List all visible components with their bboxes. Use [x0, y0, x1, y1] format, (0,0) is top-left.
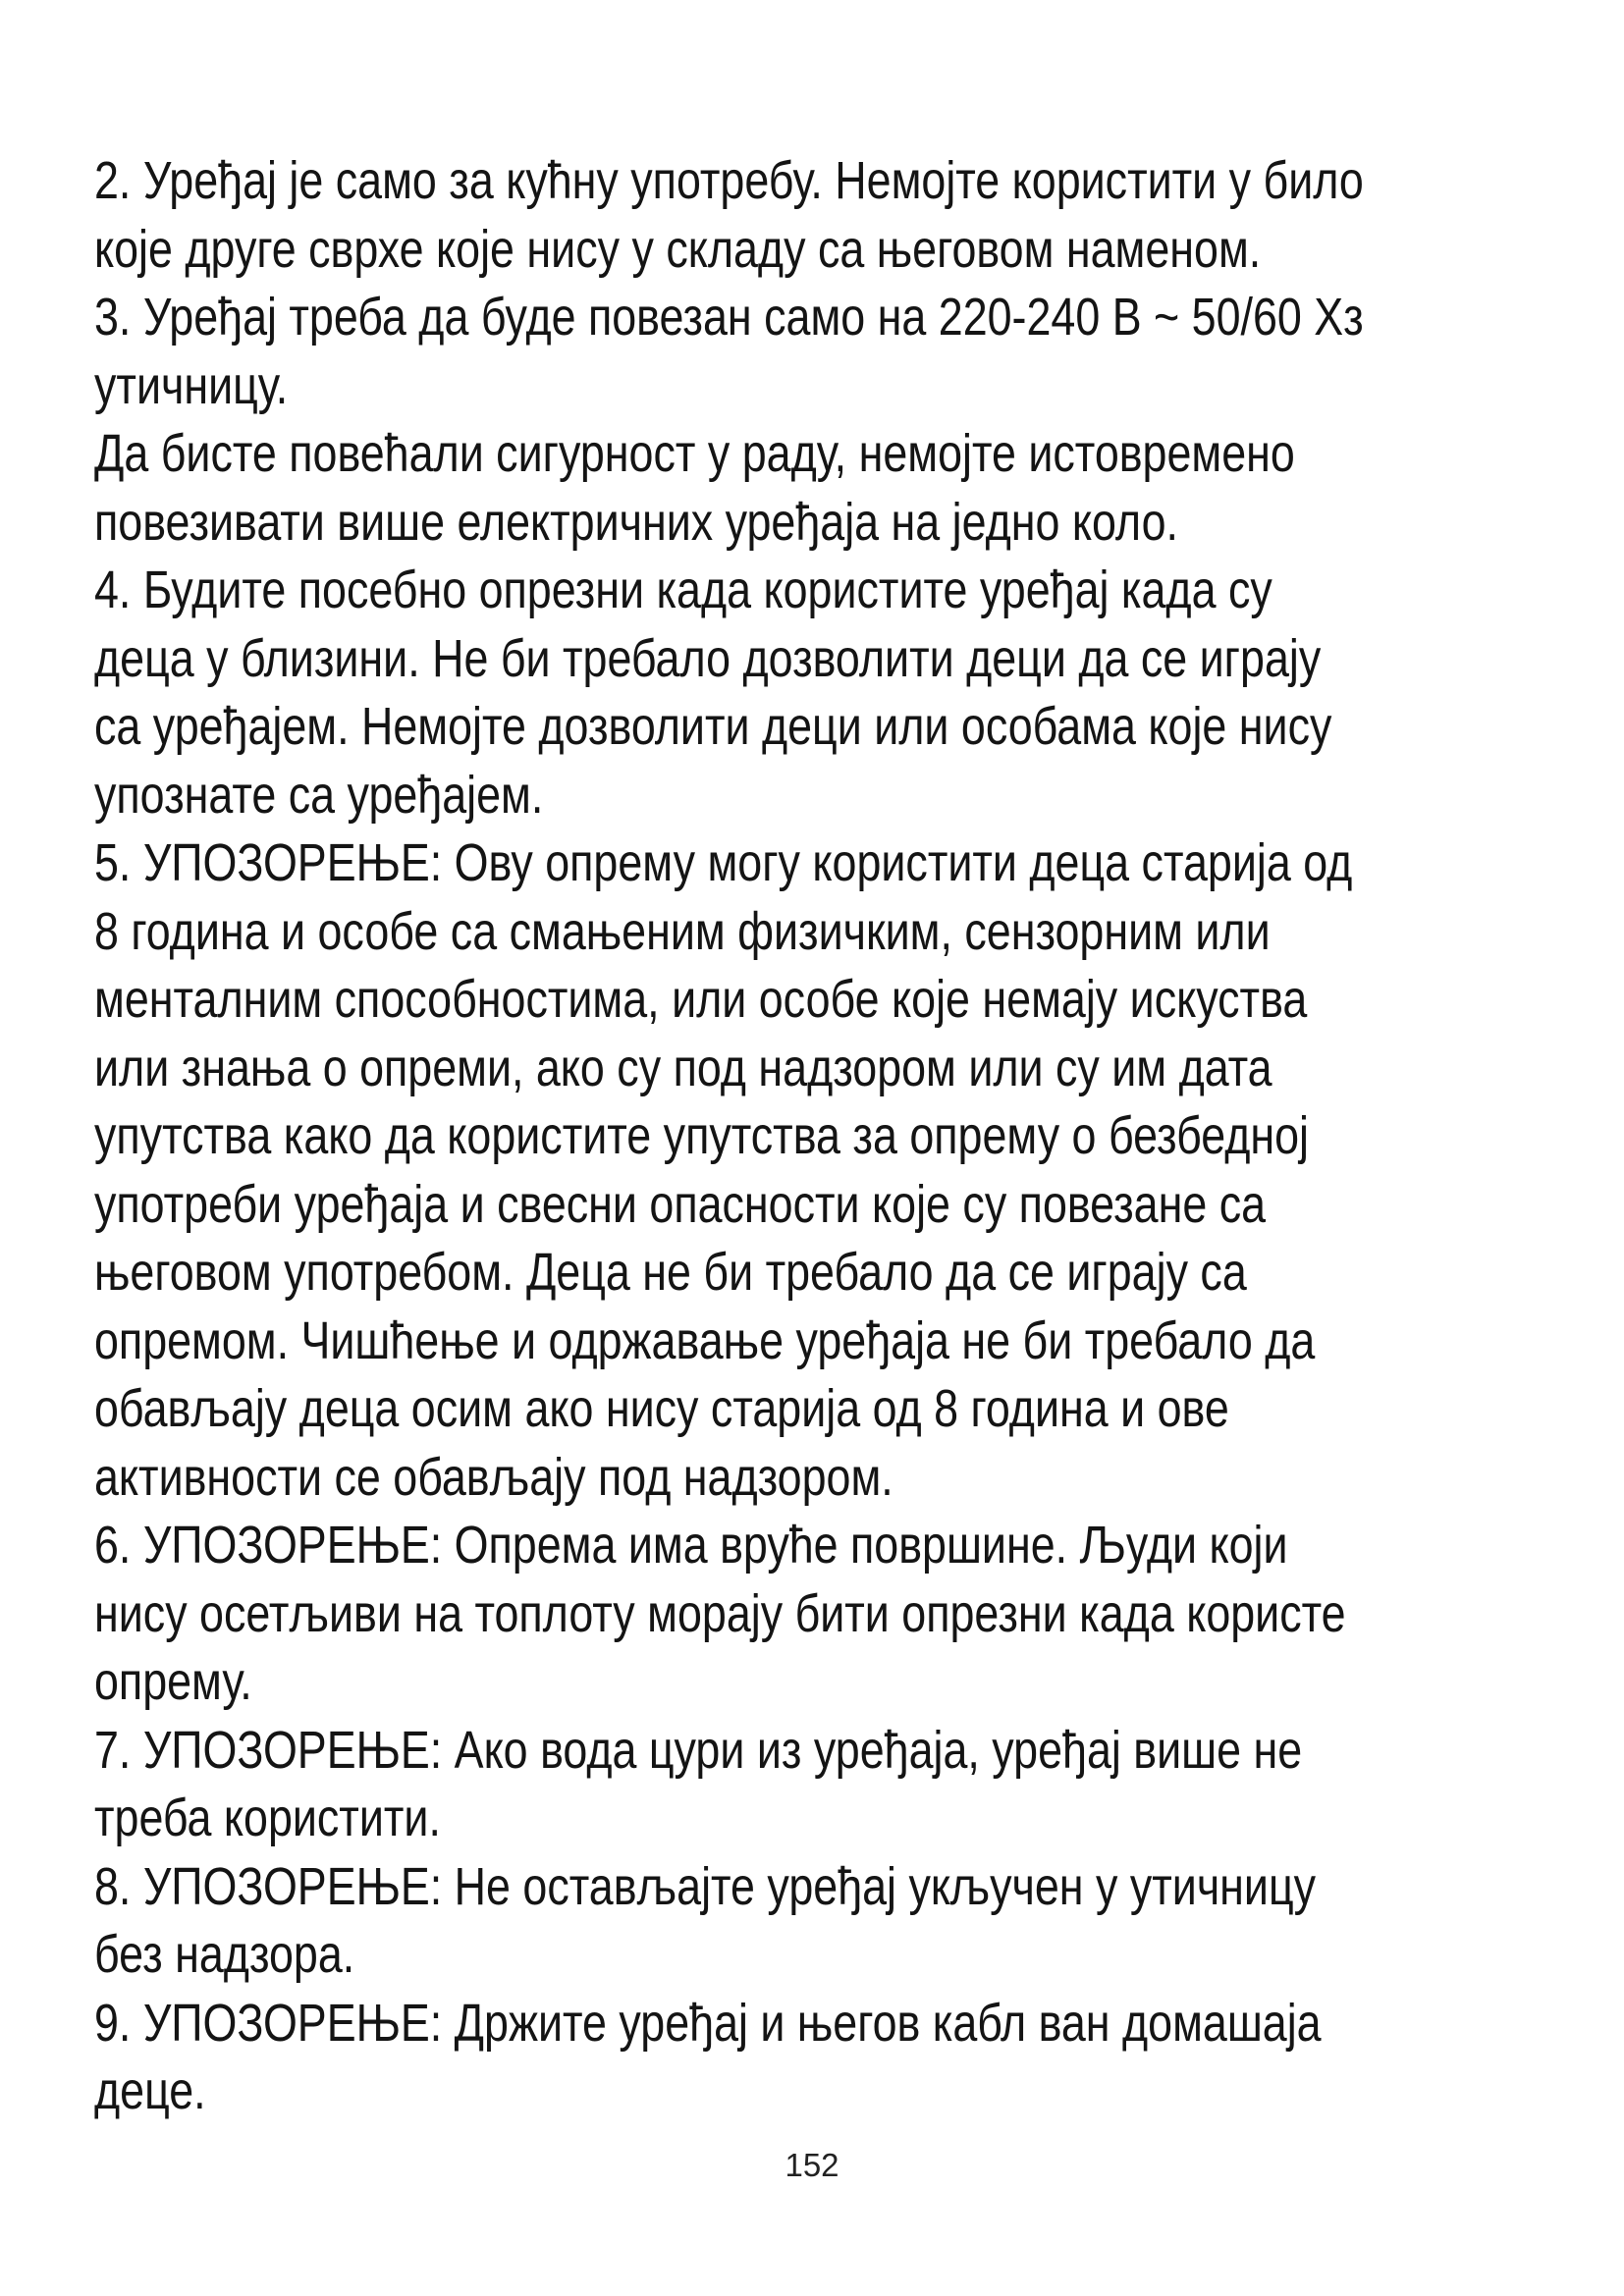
warning-7: 7. УПОЗОРЕЊЕ: Ако вода цури из уређаја, уређај више не треба користити.: [94, 1720, 1303, 1847]
warning-9: 9. УПОЗОРЕЊЕ: Држите уређај и његов кабл ван домашаја деце.: [94, 1993, 1322, 2120]
warning-6: 6. УПОЗОРЕЊЕ: Опрема има вруће површине. Људи који нису осетљиви на топлоту морају бити опрезни када користе опрему.: [94, 1516, 1346, 1711]
page-number: 152: [785, 2147, 839, 2183]
instruction-3-note: Да бисте повећали сигурност у раду, немојте истовремено повезивати више електричних уређаја на једно коло.: [94, 424, 1295, 552]
instruction-2: 2. Уређај је само за кућну употребу. Немојте користити у било које друге сврхе које нису у складу са његовом наменом.: [94, 151, 1364, 279]
instruction-3: 3. Уређај треба да буде повезан само на 220-240 В ~ 50/60 Хз утичницу.: [94, 288, 1364, 415]
warning-5: 5. УПОЗОРЕЊЕ: Ову опрему могу користити деца старија од 8 година и особе са смањеним физичким, сензорним или менталним способностима, или особе које немају искуства или знања о опреми, ако су под надзором или су им дата упутства како да користите упутства за опрему о безбедној употреби уређаја и свесни опасности које су повезане са његовом употребом. Деца не би требало да се играју са опремом. Чишћење и одржавање уређаја не би требало да обављају деца осим ако нису старија од 8 година и ове активности се обављају под надзором.: [94, 833, 1353, 1507]
instruction-4: 4. Будите посебно опрезни када користите уређај када су деца у близини. Не би требало дозволити деци да се играју са уређајем. Немојте дозволити деци или особама које нису упознате са уређајем.: [94, 561, 1332, 825]
page-body: [94, 147, 1528, 2126]
warning-8: 8. УПОЗОРЕЊЕ: Не остављајте уређај укључен у утичницу без надзора.: [94, 1856, 1317, 1984]
